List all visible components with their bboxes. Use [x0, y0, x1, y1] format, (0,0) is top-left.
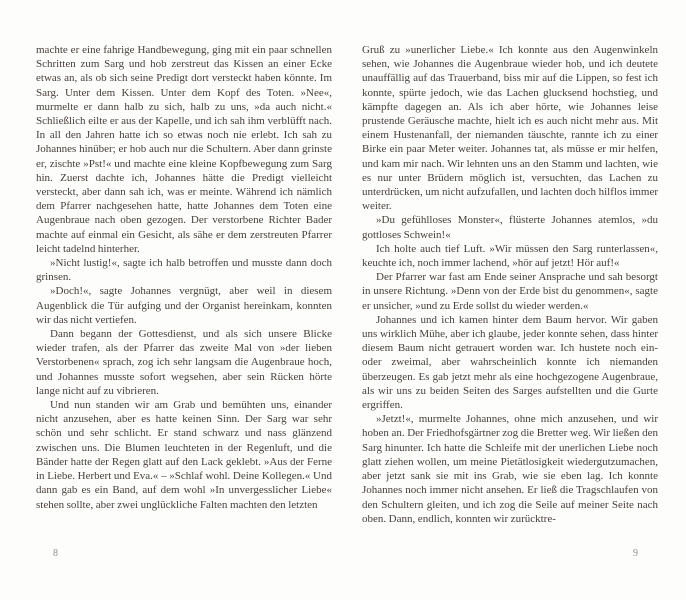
page-number-left: 8 — [53, 548, 58, 559]
paragraph: »Doch!«, sagte Johannes vergnügt, aber weil in diesem Augenblick die Tür aufging und der Organist hereinkam, konnten wir das nicht vertiefen. — [36, 285, 332, 326]
paragraph: Und nun standen wir am Grab und bemühten uns, einander nicht anzusehen, aber es hatte keinen Sinn. Der Sarg war sehr schön und sehr schlicht. Er stand schwarz und nass glänzend zwischen uns. Die Blumen leuchteten in der Regenluft, und die Bänder hatte der Regen glatt auf den Lack geklebt. »Aus der Ferne in Liebe. Herbert und Eva.« – »Schlaf wohl. Deine Kollegen.« Und dann gab es ein Band, auf dem wohl »In unvergesslicher Liebe« stehen sollte, aber zwei unglückliche Falten machten den letzten — [36, 399, 332, 511]
paragraph: Der Pfarrer war fast am Ende seiner Ansprache und sah besorgt in unsere Richtung. »Denn von der Erde bist du genommen«, sagte er unsicher, »und zu Erde sollst du wieder werden.« — [362, 271, 658, 312]
paragraph: Dann begann der Gottesdienst, und als sich unsere Blicke wieder trafen, als der Pfarrer das zweite Mal von »der lieben Verstorbenen« sprach, zog ich sehr langsam die Augenbraue hoch, und Johannes musste sofort wegsehen, aber sein Rücken hörte lange nicht auf zu vibrieren. — [36, 328, 332, 397]
paragraph: »Du gefühlloses Monster«, flüsterte Johannes atemlos, »du gottloses Schwein!« — [362, 214, 658, 241]
paragraph: Ich holte auch tief Luft. »Wir müssen den Sarg runterlassen«, keuchte ich, noch immer lachend, »hör auf jetzt! Hör auf!« — [362, 242, 658, 270]
page-left-text — [36, 43, 332, 512]
page-right — [362, 43, 658, 526]
paragraph: Gruß zu »unerlicher Liebe.« Ich konnte aus den Augenwinkeln sehen, wie Johannes die Augenbraue wieder hob, und ich deutete unauffällig auf das Trauerband, biss mir auf die Lippen, so fest ich konnte, spürte jedoch, wie das Lachen glucksend hochstieg, und kämpfte dagegen an. Als ich aber hörte, wie Johannes leise prustende Geräusche machte, hielt ich es auch nicht mehr aus. Mit einem Hustenanfall, der niemanden täuschte, rannte ich zu einer Birke ein paar Meter weiter. Johannes tat, als müsse er mir helfen, und kam mir nach. Wir lehnten uns an den Stamm und lachten, wie es nur unter Brüdern möglich ist, versuchten, das Lachen zu unterdrücken, um nicht aufzufallen, und lachten doch hilflos immer weiter. — [362, 44, 658, 213]
paragraph: machte er eine fahrige Handbewegung, ging mit ein paar schnellen Schritten zum Sarg und hob zerstreut das Kissen an einer Ecke etwas an, als ob sich seine Predigt dort versteckt haben könnte. Im Sarg. Unter dem Kissen. Unter dem Kopf des Toten. »Nee«, murmelte er dann halb zu sich, halb zu uns, »da auch nicht.« Schließlich eilte er aus der Kapelle, und ich sah ihm verblüfft nach. In all den Jahren hatte ich so etwas noch nie erlebt. Ich sah zu Johannes hinüber; er hob auch nur die Schultern. Aber dann grinste er, zischte »Pst!« und machte eine kleine Kopfbewegung zum Sarg hin. Zuerst dachte ich, Johannes hätte die Predigt vielleicht versteckt, aber dann sah ich, was er meinte. Während ich nämlich dem Pfarrer nachgesehen hatte, hatte Johannes dem Toten eine Augenbraue nach oben gezogen. Der verstorbene Richter Bader machte auf einmal ein Gesicht, als sähe er dem zerstreuten Pfarrer leicht tadelnd hinterher. — [36, 44, 332, 255]
paragraph: »Nicht lustig!«, sagte ich halb betroffen und musste dann doch grinsen. — [36, 257, 332, 284]
page-left — [36, 43, 332, 512]
page-right-text — [362, 43, 658, 526]
page-number-right: 9 — [633, 548, 638, 559]
paragraph: »Jetzt!«, murmelte Johannes, ohne mich anzusehen, und wir hoben an. Der Friedhofsgärtner zog die Bretter weg. Wir ließen den Sarg hinunter. Ich hatte die Schleife mit der unerlichen Liebe noch glatt ziehen wollen, um meine Pietätlosigkeit wiedergutzumachen, aber jetzt sank sie mit ins Grab, wie sie eben lag. Ich konnte Johannes noch immer nicht ansehen. Er ließ die Tragschlaufen von den Schultern gleiten, und ich zog die Seile auf meiner Seite nach oben. Dann, endlich, konnten wir zurücktre- — [362, 413, 658, 525]
paragraph: Johannes und ich kamen hinter dem Baum hervor. Wir gaben uns wirklich Mühe, aber ich glaube, jeder konnte sehen, dass hinter diesem Baum nicht getrauert worden war. Ich hustete noch ein- oder zweimal, aber wahrscheinlich konnte ich niemanden überzeugen. Es gab jetzt mehr als eine hochgezogene Augenbraue, als wir uns zu beiden Seiten des Sarges aufstellten und die Gurte ergriffen. — [362, 313, 658, 412]
